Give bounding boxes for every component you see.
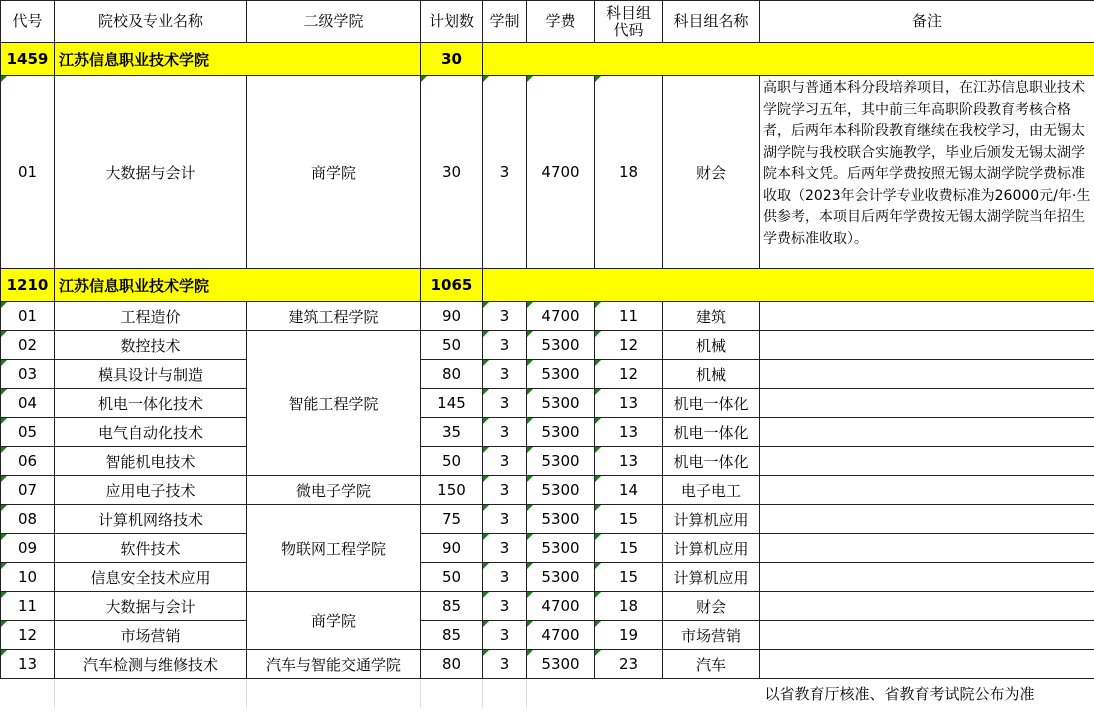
school-plan: 1065 — [421, 269, 483, 302]
row-note — [760, 331, 1094, 360]
row-years: 3 — [483, 534, 527, 563]
row-group-code: 14 — [595, 476, 663, 505]
row-fee: 5300 — [527, 447, 595, 476]
row-major: 数控技术 — [55, 331, 247, 360]
row-fee: 5300 — [527, 418, 595, 447]
row-note: 高职与普通本科分段培养项目，在江苏信息职业技术学院学习五年，其中前三年高职阶段教育考核合格者，后两年本科阶段教育继续在我校学习，由无锡太湖学院与我校联合实施教学，毕业后颁发无锡太湖学院本科文凭。后两年学费按照无锡太湖学院学费标准收取（2023年会计学专业收费标准为26000元/年·生供参考，本项目后两年学费按无锡太湖学院当年招生学费标准收取）。 — [760, 76, 1094, 269]
row-plan: 90 — [421, 302, 483, 331]
row-major: 大数据与会计 — [55, 76, 247, 269]
row-plan: 80 — [421, 650, 483, 679]
header-major: 院校及专业名称 — [55, 1, 247, 43]
row-code: 01 — [1, 76, 55, 269]
header-fee: 学费 — [527, 1, 595, 43]
row-group-code: 23 — [595, 650, 663, 679]
row-fee: 5300 — [527, 650, 595, 679]
school-row-1459 — [1, 43, 1094, 76]
row-note — [760, 476, 1094, 505]
row-fee: 5300 — [527, 360, 595, 389]
row-fee: 4700 — [527, 76, 595, 269]
row-group-name: 机械 — [663, 331, 760, 360]
row-years: 3 — [483, 621, 527, 650]
row-fee: 5300 — [527, 563, 595, 592]
row-major: 汽车检测与维修技术 — [55, 650, 247, 679]
row-group-name: 计算机应用 — [663, 534, 760, 563]
row-fee: 5300 — [527, 331, 595, 360]
row-plan: 50 — [421, 563, 483, 592]
row-college: 商学院 — [247, 592, 421, 650]
row-group-name: 财会 — [663, 592, 760, 621]
header-group-code-line1: 科目组 — [605, 3, 651, 22]
school-row-1210 — [1, 269, 1094, 302]
row-group-name: 计算机应用 — [663, 505, 760, 534]
header-college: 二级学院 — [247, 1, 421, 43]
row-code: 02 — [1, 331, 55, 360]
row-group-name: 财会 — [663, 76, 760, 269]
table-row — [1, 389, 1094, 418]
table-row — [1, 592, 1094, 621]
row-group-name: 机电一体化 — [663, 389, 760, 418]
row-note — [760, 650, 1094, 679]
header-row — [1, 1, 1094, 43]
row-group-code: 13 — [595, 418, 663, 447]
row-code: 08 — [1, 505, 55, 534]
row-code: 07 — [1, 476, 55, 505]
row-group-code: 15 — [595, 563, 663, 592]
row-group-name: 机电一体化 — [663, 418, 760, 447]
row-fee: 4700 — [527, 592, 595, 621]
school-code: 1210 — [1, 269, 55, 302]
table-row — [1, 476, 1094, 505]
row-group-code: 12 — [595, 360, 663, 389]
row-college: 物联网工程学院 — [247, 505, 421, 592]
header-years: 学制 — [483, 1, 527, 43]
row-note — [760, 302, 1094, 331]
row-major: 软件技术 — [55, 534, 247, 563]
footer-row — [1, 679, 1094, 708]
row-group-name: 机械 — [663, 360, 760, 389]
header-group-code — [595, 1, 663, 43]
row-major: 应用电子技术 — [55, 476, 247, 505]
row-college: 微电子学院 — [247, 476, 421, 505]
row-group-name: 汽车 — [663, 650, 760, 679]
row-fee: 5300 — [527, 534, 595, 563]
row-note — [760, 534, 1094, 563]
row-note — [760, 621, 1094, 650]
row-code: 01 — [1, 302, 55, 331]
row-note — [760, 418, 1094, 447]
row-code: 09 — [1, 534, 55, 563]
row-plan: 85 — [421, 621, 483, 650]
row-years: 3 — [483, 360, 527, 389]
row-note — [760, 447, 1094, 476]
row-group-code: 18 — [595, 592, 663, 621]
row-years: 3 — [483, 418, 527, 447]
row-years: 3 — [483, 389, 527, 418]
row-group-name: 建筑 — [663, 302, 760, 331]
header-plan: 计划数 — [421, 1, 483, 43]
header-group-code-line2: 代码 — [613, 20, 644, 39]
row-plan: 30 — [421, 76, 483, 269]
row-note — [760, 563, 1094, 592]
row-fee: 5300 — [527, 476, 595, 505]
row-note — [760, 389, 1094, 418]
header-group-name: 科目组名称 — [663, 1, 760, 43]
table-row — [1, 505, 1094, 534]
row-years: 3 — [483, 650, 527, 679]
row-years: 3 — [483, 592, 527, 621]
row-college: 汽车与智能交通学院 — [247, 650, 421, 679]
row-major: 电气自动化技术 — [55, 418, 247, 447]
row-college: 商学院 — [247, 76, 421, 269]
row-major: 市场营销 — [55, 621, 247, 650]
row-major: 大数据与会计 — [55, 592, 247, 621]
row-plan: 75 — [421, 505, 483, 534]
header-code: 代号 — [1, 1, 55, 43]
school-plan: 30 — [421, 43, 483, 76]
row-code: 11 — [1, 592, 55, 621]
table-row — [1, 563, 1094, 592]
row-plan: 145 — [421, 389, 483, 418]
row-plan: 35 — [421, 418, 483, 447]
row-years: 3 — [483, 563, 527, 592]
row-plan: 80 — [421, 360, 483, 389]
row-code: 05 — [1, 418, 55, 447]
row-plan: 50 — [421, 331, 483, 360]
school-code: 1459 — [1, 43, 55, 76]
row-group-code: 13 — [595, 447, 663, 476]
row-plan: 90 — [421, 534, 483, 563]
row-code: 13 — [1, 650, 55, 679]
row-years: 3 — [483, 302, 527, 331]
row-group-name: 计算机应用 — [663, 563, 760, 592]
row-group-code: 11 — [595, 302, 663, 331]
row-years: 3 — [483, 505, 527, 534]
row-years: 3 — [483, 476, 527, 505]
row-group-name: 电子电工 — [663, 476, 760, 505]
footer-note: 以省教育厅核准、省教育考试院公布为准 — [764, 684, 1035, 703]
row-fee: 5300 — [527, 389, 595, 418]
row-college: 智能工程学院 — [247, 331, 421, 476]
row-code: 10 — [1, 563, 55, 592]
table-row — [1, 650, 1094, 679]
table-row — [1, 418, 1094, 447]
row-note — [760, 592, 1094, 621]
marker-triangle — [1, 76, 7, 82]
row-code: 04 — [1, 389, 55, 418]
school-name: 江苏信息职业技术学院 — [55, 43, 421, 76]
school-row-filler — [483, 43, 1094, 76]
row-major: 信息安全技术应用 — [55, 563, 247, 592]
row-code: 03 — [1, 360, 55, 389]
row-major: 智能机电技术 — [55, 447, 247, 476]
row-note — [760, 360, 1094, 389]
row-major: 工程造价 — [55, 302, 247, 331]
row-group-code: 18 — [595, 76, 663, 269]
row-fee: 4700 — [527, 621, 595, 650]
table-row — [1, 76, 1094, 269]
table-row — [1, 447, 1094, 476]
row-years: 3 — [483, 331, 527, 360]
row-group-code: 13 — [595, 389, 663, 418]
row-group-code: 15 — [595, 505, 663, 534]
table-row — [1, 621, 1094, 650]
row-note — [760, 505, 1094, 534]
row-code: 06 — [1, 447, 55, 476]
table-row — [1, 331, 1094, 360]
row-fee: 4700 — [527, 302, 595, 331]
row-plan: 50 — [421, 447, 483, 476]
school-name: 江苏信息职业技术学院 — [55, 269, 421, 302]
row-group-name: 机电一体化 — [663, 447, 760, 476]
row-group-code: 12 — [595, 331, 663, 360]
row-code: 12 — [1, 621, 55, 650]
table-row — [1, 534, 1094, 563]
row-plan: 85 — [421, 592, 483, 621]
table-row — [1, 360, 1094, 389]
row-group-name: 市场营销 — [663, 621, 760, 650]
row-major: 机电一体化技术 — [55, 389, 247, 418]
row-fee: 5300 — [527, 505, 595, 534]
row-plan: 150 — [421, 476, 483, 505]
row-major: 模具设计与制造 — [55, 360, 247, 389]
row-college: 建筑工程学院 — [247, 302, 421, 331]
header-note: 备注 — [760, 1, 1094, 43]
row-major: 计算机网络技术 — [55, 505, 247, 534]
row-group-code: 19 — [595, 621, 663, 650]
row-years: 3 — [483, 76, 527, 269]
row-group-code: 15 — [595, 534, 663, 563]
row-years: 3 — [483, 447, 527, 476]
school-row-filler — [483, 269, 1094, 302]
table-row — [1, 302, 1094, 331]
